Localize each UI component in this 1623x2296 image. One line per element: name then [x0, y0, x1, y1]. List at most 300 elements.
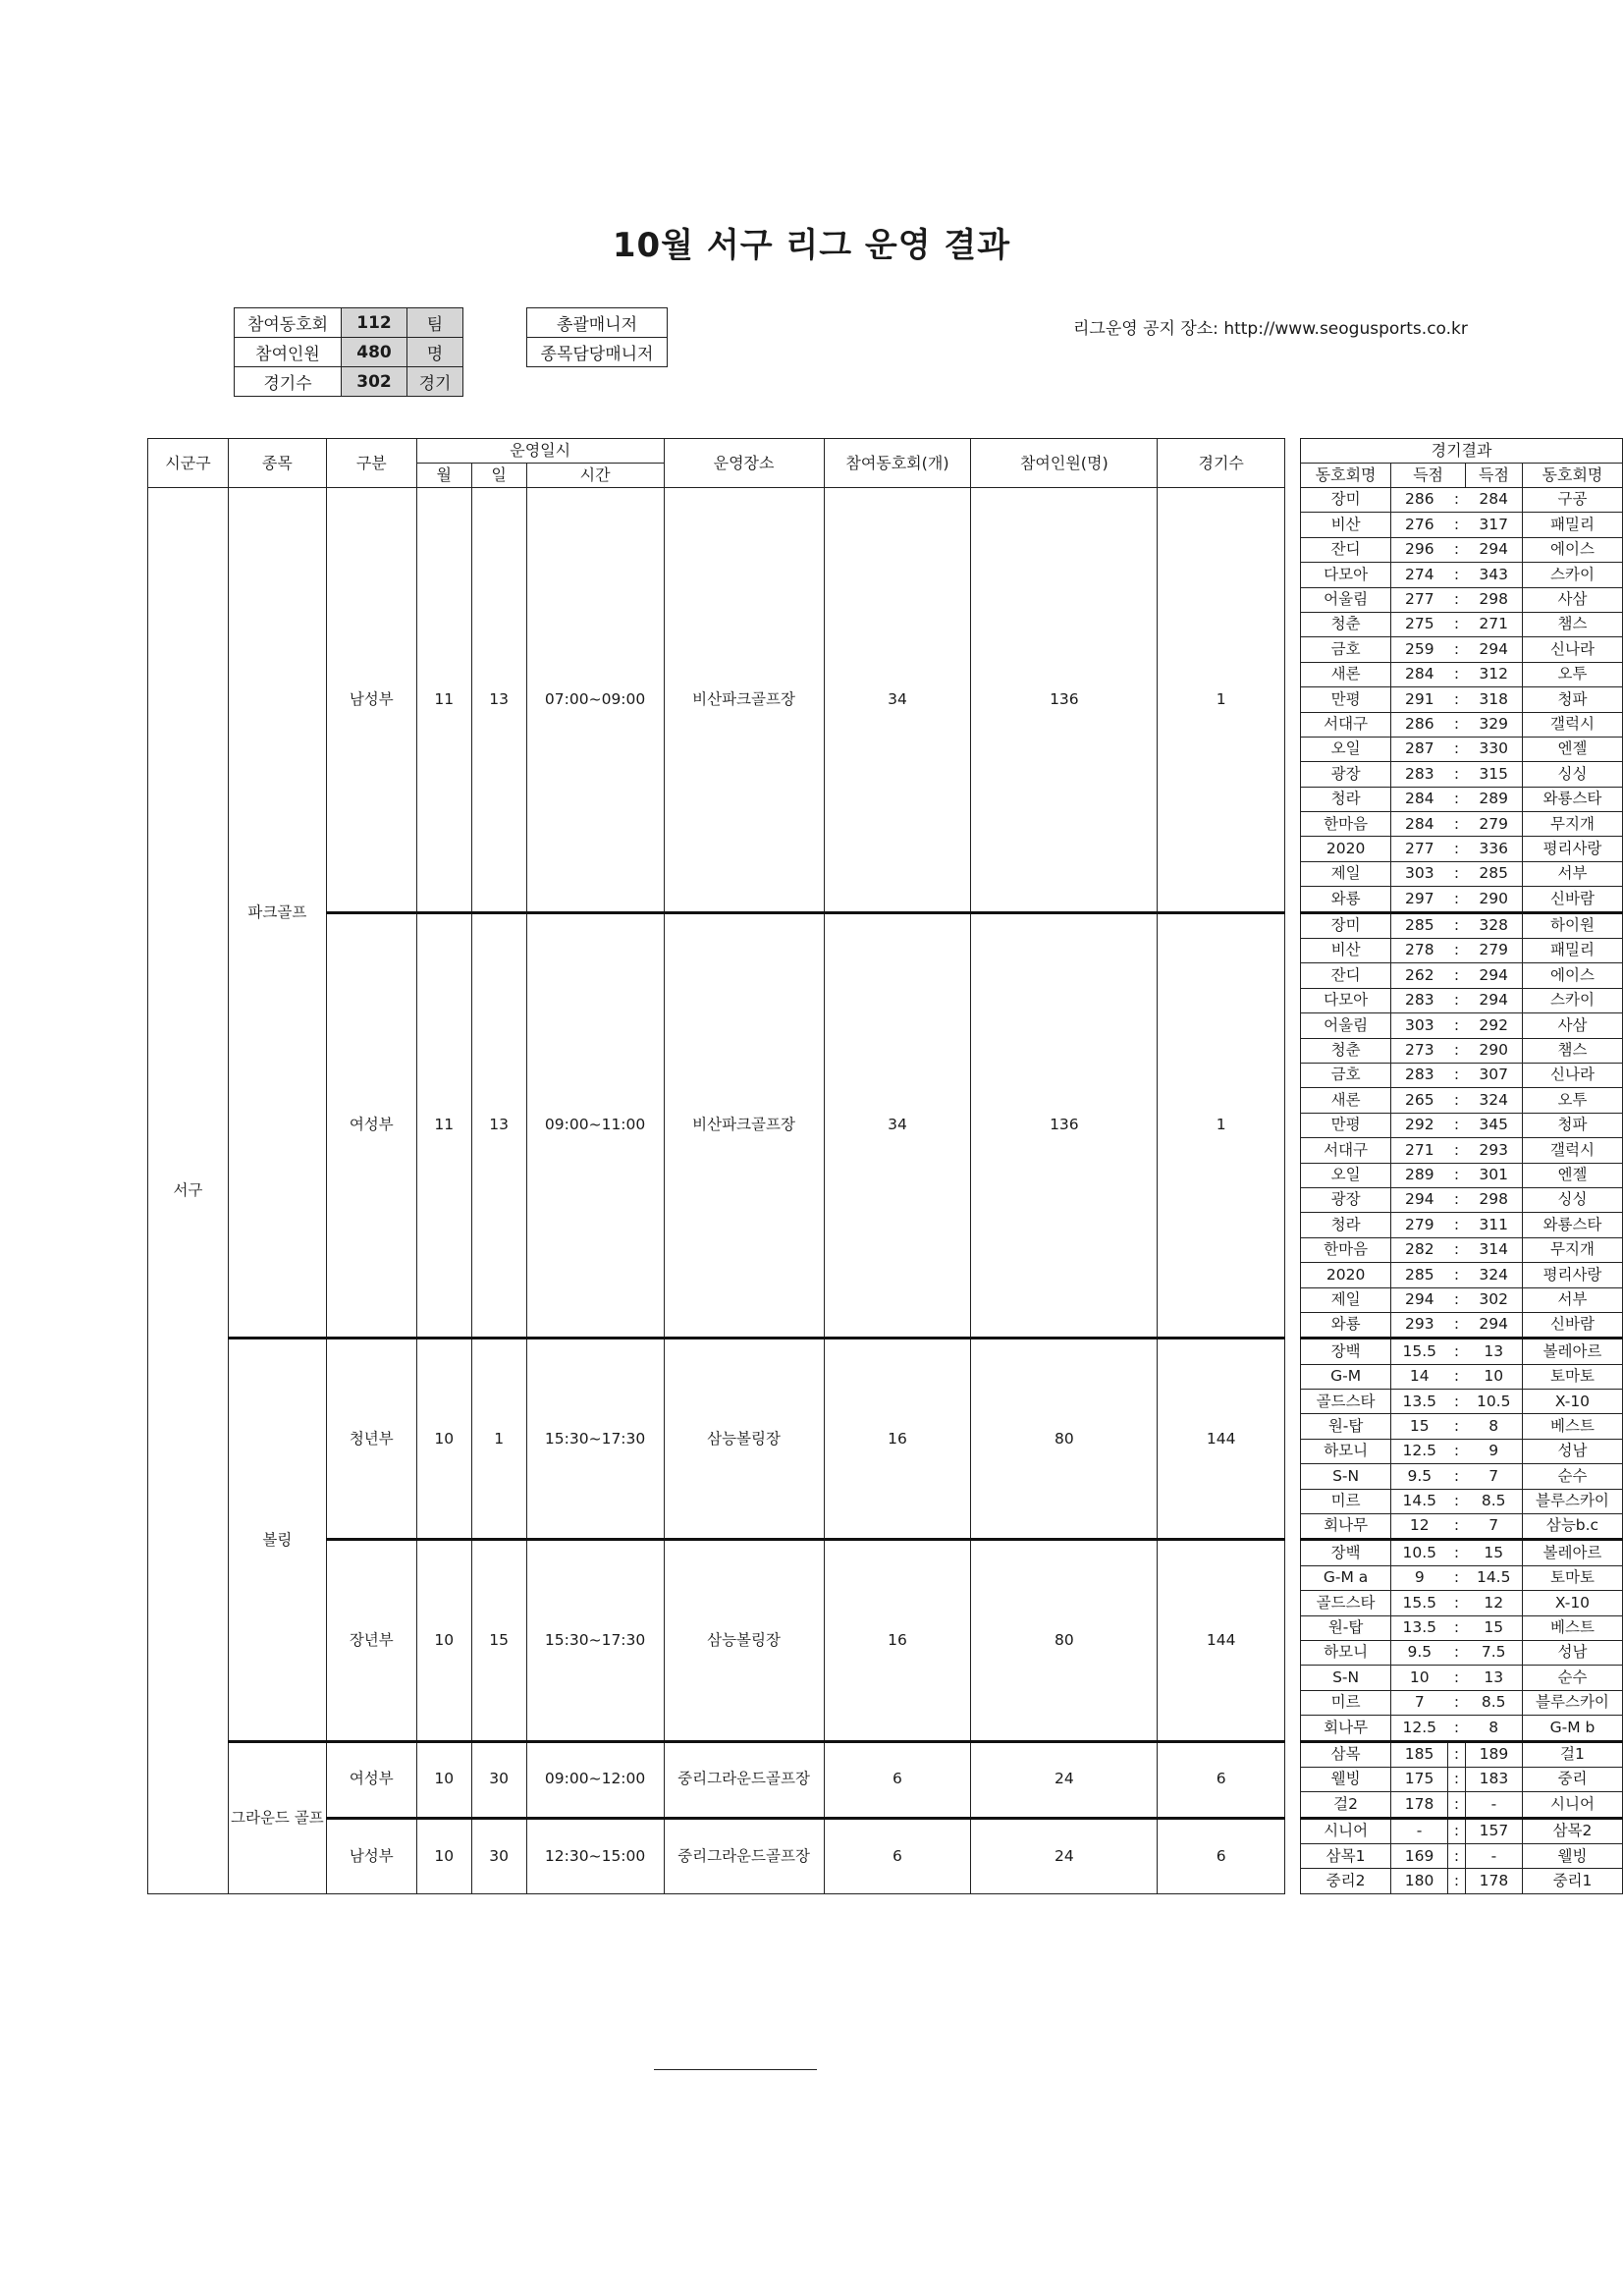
gap-cell	[1285, 488, 1301, 913]
venue-cell: 삼능볼링장	[664, 1339, 824, 1540]
club-a-cell: 원-탑	[1301, 1414, 1391, 1439]
venue-cell: 중리그라운드골프장	[664, 1818, 824, 1893]
club-b-cell: 토마토	[1522, 1565, 1622, 1590]
club-a-cell: 다모아	[1301, 563, 1391, 587]
club-b-cell: 와룡스타	[1522, 1213, 1622, 1237]
score-b-cell: 8	[1465, 1414, 1522, 1439]
club-a-cell: S-N	[1301, 1464, 1391, 1489]
people-cell: 24	[971, 1741, 1158, 1818]
score-a-cell: 284	[1391, 812, 1448, 837]
header-time: 시간	[526, 464, 664, 488]
score-b-cell: 294	[1465, 988, 1522, 1012]
score-b-cell: 307	[1465, 1063, 1522, 1087]
header-gap	[1285, 439, 1301, 488]
club-b-cell: 중리	[1522, 1767, 1622, 1791]
score-a-cell: 286	[1391, 488, 1448, 513]
club-b-cell: 신나라	[1522, 1063, 1622, 1087]
club-a-cell: 만평	[1301, 687, 1391, 712]
score-colon: :	[1448, 1439, 1466, 1463]
notice-text: 리그운영 공지 장소: http://www.seogusports.co.kr	[1073, 319, 1468, 339]
score-a-cell: 284	[1391, 787, 1448, 811]
clubs-cell: 34	[824, 488, 971, 913]
club-b-cell: 순수	[1522, 1464, 1622, 1489]
score-colon: :	[1448, 762, 1466, 787]
people-cell: 80	[971, 1339, 1158, 1540]
score-colon: :	[1448, 1489, 1466, 1513]
club-a-cell: 장백	[1301, 1339, 1391, 1364]
score-colon: :	[1448, 1615, 1466, 1640]
club-b-cell: 서부	[1522, 1287, 1622, 1312]
score-b-cell: 298	[1465, 587, 1522, 612]
summary-people-value: 480	[342, 338, 407, 367]
month-cell: 10	[416, 1741, 471, 1818]
day-cell: 15	[471, 1540, 526, 1741]
score-a-cell: 303	[1391, 1013, 1448, 1038]
score-b-cell: 328	[1465, 912, 1522, 938]
club-a-cell: 청라	[1301, 787, 1391, 811]
score-a-cell: 14.5	[1391, 1489, 1448, 1513]
score-b-cell: 279	[1465, 812, 1522, 837]
time-cell: 15:30~17:30	[526, 1339, 664, 1540]
club-b-cell: 싱싱	[1522, 762, 1622, 787]
score-a-cell: 283	[1391, 988, 1448, 1012]
table-row	[148, 912, 1623, 938]
club-a-cell: 골드스타	[1301, 1390, 1391, 1414]
event-cell: 그라운드 골프	[228, 1741, 326, 1893]
gap-cell	[1285, 1741, 1301, 1818]
time-cell: 09:00~12:00	[526, 1741, 664, 1818]
score-b-cell: 13	[1465, 1666, 1522, 1690]
club-b-cell: 사삼	[1522, 587, 1622, 612]
club-a-cell: 하모니	[1301, 1640, 1391, 1665]
club-a-cell: 한마음	[1301, 812, 1391, 837]
games-cell: 1	[1158, 912, 1285, 1339]
people-cell: 24	[971, 1818, 1158, 1893]
games-cell: 144	[1158, 1339, 1285, 1540]
club-b-cell: 사삼	[1522, 1013, 1622, 1038]
score-colon: :	[1448, 737, 1466, 761]
score-a-cell: 13.5	[1391, 1390, 1448, 1414]
score-colon: :	[1448, 1312, 1466, 1338]
score-b-cell: 14.5	[1465, 1565, 1522, 1590]
score-colon: :	[1448, 939, 1466, 963]
score-b-cell: 315	[1465, 762, 1522, 787]
district-cell: 서구	[148, 488, 229, 1894]
score-colon: :	[1448, 1716, 1466, 1741]
score-a-cell: 9.5	[1391, 1464, 1448, 1489]
club-b-cell: 무지개	[1522, 812, 1622, 837]
score-colon: :	[1448, 963, 1466, 988]
club-a-cell: 회나무	[1301, 1514, 1391, 1540]
score-a-cell: 265	[1391, 1088, 1448, 1113]
score-colon: :	[1448, 1263, 1466, 1287]
club-a-cell: 골드스타	[1301, 1591, 1391, 1615]
score-a-cell: 12.5	[1391, 1716, 1448, 1741]
score-b-cell: 157	[1465, 1818, 1522, 1843]
score-colon: :	[1448, 1464, 1466, 1489]
table-row	[148, 1540, 1623, 1565]
month-cell: 10	[416, 1540, 471, 1741]
score-colon: :	[1448, 1414, 1466, 1439]
header-games: 경기수	[1158, 439, 1285, 488]
header-month: 월	[416, 464, 471, 488]
club-b-cell: 엔젤	[1522, 737, 1622, 761]
score-a-cell: 274	[1391, 563, 1448, 587]
venue-cell: 비산파크골프장	[664, 488, 824, 913]
score-colon: :	[1448, 1591, 1466, 1615]
club-b-cell: 신나라	[1522, 637, 1622, 662]
score-a-cell: 283	[1391, 762, 1448, 787]
club-b-cell: 성남	[1522, 1640, 1622, 1665]
score-a-cell: 273	[1391, 1038, 1448, 1063]
score-a-cell: 15.5	[1391, 1591, 1448, 1615]
header-schedule: 운영일시	[416, 439, 664, 464]
score-b-cell: 8.5	[1465, 1489, 1522, 1513]
score-colon: :	[1448, 537, 1466, 562]
clubs-cell: 16	[824, 1339, 971, 1540]
gap-cell	[1285, 912, 1301, 1339]
score-b-cell: 293	[1465, 1138, 1522, 1163]
score-colon: :	[1448, 1792, 1466, 1818]
score-b-cell: 10.5	[1465, 1390, 1522, 1414]
club-b-cell: 평리사랑	[1522, 837, 1622, 861]
club-b-cell: 신바람	[1522, 1312, 1622, 1338]
header-event: 종목	[228, 439, 326, 488]
score-a-cell: 14	[1391, 1364, 1448, 1389]
day-cell: 30	[471, 1818, 526, 1893]
club-a-cell: 장미	[1301, 912, 1391, 938]
score-colon: :	[1448, 1187, 1466, 1212]
club-b-cell: 스카이	[1522, 988, 1622, 1012]
score-b-cell: 178	[1465, 1869, 1522, 1893]
club-a-cell: 장백	[1301, 1540, 1391, 1565]
header-day: 일	[471, 464, 526, 488]
score-a-cell: 169	[1391, 1844, 1448, 1869]
score-b-cell: 271	[1465, 612, 1522, 636]
score-b-cell: 15	[1465, 1615, 1522, 1640]
score-b-cell: 8	[1465, 1716, 1522, 1741]
time-cell: 09:00~11:00	[526, 912, 664, 1339]
club-b-cell: 베스트	[1522, 1615, 1622, 1640]
division-cell: 청년부	[326, 1339, 416, 1540]
score-b-cell: 336	[1465, 837, 1522, 861]
score-colon: :	[1448, 612, 1466, 636]
club-b-cell: 삼능b.c	[1522, 1514, 1622, 1540]
club-a-cell: 제일	[1301, 861, 1391, 886]
summary-clubs-value: 112	[342, 308, 407, 338]
score-a-cell: 289	[1391, 1163, 1448, 1187]
score-colon: :	[1448, 1640, 1466, 1665]
score-b-cell: 290	[1465, 887, 1522, 912]
score-b-cell: 302	[1465, 1287, 1522, 1312]
score-b-cell: 279	[1465, 939, 1522, 963]
club-b-cell: 성남	[1522, 1439, 1622, 1463]
division-cell: 여성부	[326, 912, 416, 1339]
score-a-cell: 282	[1391, 1237, 1448, 1262]
club-b-cell: 패밀리	[1522, 513, 1622, 537]
score-b-cell: 15	[1465, 1540, 1522, 1565]
score-colon: :	[1448, 1364, 1466, 1389]
club-b-cell: 평리사랑	[1522, 1263, 1622, 1287]
club-a-cell: 다모아	[1301, 988, 1391, 1012]
score-colon: :	[1448, 1818, 1466, 1843]
table-row	[148, 1818, 1623, 1843]
score-colon: :	[1448, 1741, 1466, 1767]
score-b-cell: -	[1465, 1844, 1522, 1869]
header-people: 참여인원(명)	[971, 439, 1158, 488]
club-b-cell: G-M b	[1522, 1716, 1622, 1741]
score-colon: :	[1448, 563, 1466, 587]
club-a-cell: 2020	[1301, 1263, 1391, 1287]
score-b-cell: 294	[1465, 537, 1522, 562]
score-b-cell: 189	[1465, 1741, 1522, 1767]
club-b-cell: 에이스	[1522, 963, 1622, 988]
club-b-cell: 볼레아르	[1522, 1339, 1622, 1364]
score-a-cell: 286	[1391, 712, 1448, 737]
score-colon: :	[1448, 488, 1466, 513]
score-a-cell: 9	[1391, 1565, 1448, 1590]
score-colon: :	[1448, 1237, 1466, 1262]
club-b-cell: 시니어	[1522, 1792, 1622, 1818]
header-score-a: 득점	[1391, 464, 1466, 488]
clubs-cell: 6	[824, 1818, 971, 1893]
manager-table	[526, 307, 668, 367]
score-colon: :	[1448, 1767, 1466, 1791]
club-b-cell: 스카이	[1522, 563, 1622, 587]
table-row	[148, 1339, 1623, 1364]
score-a-cell: 303	[1391, 861, 1448, 886]
day-cell: 13	[471, 488, 526, 913]
club-b-cell: 중리1	[1522, 1869, 1622, 1893]
club-b-cell: 갤럭시	[1522, 712, 1622, 737]
summary-clubs-label: 참여동호회	[235, 308, 342, 338]
score-colon: :	[1448, 1138, 1466, 1163]
club-b-cell: 구공	[1522, 488, 1622, 513]
score-b-cell: -	[1465, 1792, 1522, 1818]
club-b-cell: 챔스	[1522, 1038, 1622, 1063]
summary-table	[234, 307, 463, 397]
score-colon: :	[1448, 1113, 1466, 1137]
score-b-cell: 284	[1465, 488, 1522, 513]
clubs-cell: 16	[824, 1540, 971, 1741]
club-b-cell: 걸1	[1522, 1741, 1622, 1767]
score-colon: :	[1448, 1163, 1466, 1187]
score-a-cell: 178	[1391, 1792, 1448, 1818]
club-a-cell: 걸2	[1301, 1792, 1391, 1818]
score-colon: :	[1448, 687, 1466, 712]
division-cell: 장년부	[326, 1540, 416, 1741]
score-b-cell: 10	[1465, 1364, 1522, 1389]
score-colon: :	[1448, 912, 1466, 938]
club-b-cell: 삼목2	[1522, 1818, 1622, 1843]
score-colon: :	[1448, 787, 1466, 811]
score-colon: :	[1448, 1390, 1466, 1414]
score-b-cell: 7	[1465, 1464, 1522, 1489]
score-a-cell: 276	[1391, 513, 1448, 537]
score-colon: :	[1448, 1287, 1466, 1312]
score-b-cell: 318	[1465, 687, 1522, 712]
club-a-cell: 제일	[1301, 1287, 1391, 1312]
score-a-cell: 278	[1391, 939, 1448, 963]
score-colon: :	[1448, 1844, 1466, 1869]
score-colon: :	[1448, 662, 1466, 686]
summary-clubs-unit: 팀	[407, 308, 463, 338]
score-b-cell: 314	[1465, 1237, 1522, 1262]
people-cell: 136	[971, 912, 1158, 1339]
month-cell: 11	[416, 488, 471, 913]
club-b-cell: 무지개	[1522, 1237, 1622, 1262]
club-a-cell: 삼목1	[1301, 1844, 1391, 1869]
time-cell: 15:30~17:30	[526, 1540, 664, 1741]
score-colon: :	[1448, 1038, 1466, 1063]
event-manager-label: 종목담당매니저	[527, 338, 668, 367]
score-colon: :	[1448, 887, 1466, 912]
score-a-cell: 262	[1391, 963, 1448, 988]
score-b-cell: 294	[1465, 963, 1522, 988]
footer-line	[654, 2069, 817, 2070]
club-b-cell: 순수	[1522, 1666, 1622, 1690]
club-a-cell: 웰빙	[1301, 1767, 1391, 1791]
day-cell: 30	[471, 1741, 526, 1818]
gap-cell	[1285, 1540, 1301, 1741]
score-colon: :	[1448, 1666, 1466, 1690]
event-cell: 볼링	[228, 1339, 326, 1741]
club-a-cell: 새론	[1301, 662, 1391, 686]
score-b-cell: 285	[1465, 861, 1522, 886]
club-a-cell: 삼목	[1301, 1741, 1391, 1767]
score-colon: :	[1448, 637, 1466, 662]
score-a-cell: 15.5	[1391, 1339, 1448, 1364]
score-a-cell: 271	[1391, 1138, 1448, 1163]
score-a-cell: -	[1391, 1818, 1448, 1843]
score-a-cell: 10.5	[1391, 1540, 1448, 1565]
club-a-cell: 시니어	[1301, 1818, 1391, 1843]
score-colon: :	[1448, 1088, 1466, 1113]
people-cell: 136	[971, 488, 1158, 913]
score-a-cell: 285	[1391, 912, 1448, 938]
score-a-cell: 15	[1391, 1414, 1448, 1439]
division-cell: 남성부	[326, 1818, 416, 1893]
score-a-cell: 259	[1391, 637, 1448, 662]
club-a-cell: 원-탑	[1301, 1615, 1391, 1640]
score-a-cell: 7	[1391, 1690, 1448, 1715]
score-a-cell: 283	[1391, 1063, 1448, 1087]
club-a-cell: 만평	[1301, 1113, 1391, 1137]
summary-games-unit: 경기	[407, 367, 463, 397]
club-b-cell: 하이원	[1522, 912, 1622, 938]
score-b-cell: 324	[1465, 1263, 1522, 1287]
division-cell: 여성부	[326, 1741, 416, 1818]
score-a-cell: 293	[1391, 1312, 1448, 1338]
club-a-cell: G-M	[1301, 1364, 1391, 1389]
people-cell: 80	[971, 1540, 1158, 1741]
score-a-cell: 9.5	[1391, 1640, 1448, 1665]
time-cell: 07:00~09:00	[526, 488, 664, 913]
club-b-cell: X-10	[1522, 1591, 1622, 1615]
day-cell: 1	[471, 1339, 526, 1540]
club-a-cell: 청춘	[1301, 612, 1391, 636]
score-a-cell: 275	[1391, 612, 1448, 636]
club-b-cell: 웰빙	[1522, 1844, 1622, 1869]
score-a-cell: 292	[1391, 1113, 1448, 1137]
club-a-cell: 어울림	[1301, 1013, 1391, 1038]
score-b-cell: 290	[1465, 1038, 1522, 1063]
score-a-cell: 13.5	[1391, 1615, 1448, 1640]
score-b-cell: 292	[1465, 1013, 1522, 1038]
club-a-cell: 한마음	[1301, 1237, 1391, 1262]
score-a-cell: 12	[1391, 1514, 1448, 1540]
club-b-cell: 서부	[1522, 861, 1622, 886]
club-b-cell: 싱싱	[1522, 1187, 1622, 1212]
score-b-cell: 12	[1465, 1591, 1522, 1615]
games-cell: 6	[1158, 1818, 1285, 1893]
games-cell: 144	[1158, 1540, 1285, 1741]
score-colon: :	[1448, 712, 1466, 737]
score-b-cell: 298	[1465, 1187, 1522, 1212]
score-a-cell: 12.5	[1391, 1439, 1448, 1463]
score-a-cell: 185	[1391, 1741, 1448, 1767]
score-b-cell: 317	[1465, 513, 1522, 537]
score-b-cell: 343	[1465, 563, 1522, 587]
table-row	[148, 488, 1623, 513]
club-b-cell: 패밀리	[1522, 939, 1622, 963]
club-a-cell: 장미	[1301, 488, 1391, 513]
score-a-cell: 297	[1391, 887, 1448, 912]
venue-cell: 중리그라운드골프장	[664, 1741, 824, 1818]
club-b-cell: 오투	[1522, 662, 1622, 686]
club-a-cell: 잔디	[1301, 537, 1391, 562]
score-colon: :	[1448, 1063, 1466, 1087]
score-b-cell: 329	[1465, 712, 1522, 737]
club-b-cell: 신바람	[1522, 887, 1622, 912]
club-b-cell: X-10	[1522, 1390, 1622, 1414]
score-colon: :	[1448, 1213, 1466, 1237]
clubs-cell: 6	[824, 1741, 971, 1818]
page-title: 10월 서구 리그 운영 결과	[612, 226, 1011, 265]
division-cell: 남성부	[326, 488, 416, 913]
summary-people-unit: 명	[407, 338, 463, 367]
gap-cell	[1285, 1818, 1301, 1893]
score-b-cell: 311	[1465, 1213, 1522, 1237]
club-a-cell: 청춘	[1301, 1038, 1391, 1063]
club-b-cell: 청파	[1522, 687, 1622, 712]
score-a-cell: 294	[1391, 1187, 1448, 1212]
score-a-cell: 287	[1391, 737, 1448, 761]
score-colon: :	[1448, 837, 1466, 861]
score-b-cell: 330	[1465, 737, 1522, 761]
club-a-cell: 서대구	[1301, 1138, 1391, 1163]
score-colon: :	[1448, 1013, 1466, 1038]
club-a-cell: S-N	[1301, 1666, 1391, 1690]
club-a-cell: 미르	[1301, 1489, 1391, 1513]
clubs-cell: 34	[824, 912, 971, 1339]
club-a-cell: 와룡	[1301, 887, 1391, 912]
score-colon: :	[1448, 1869, 1466, 1893]
header-venue: 운영장소	[664, 439, 824, 488]
summary-games-value: 302	[342, 367, 407, 397]
score-a-cell: 277	[1391, 587, 1448, 612]
score-b-cell: 9	[1465, 1439, 1522, 1463]
club-b-cell: 토마토	[1522, 1364, 1622, 1389]
club-a-cell: 미르	[1301, 1690, 1391, 1715]
month-cell: 11	[416, 912, 471, 1339]
club-a-cell: 금호	[1301, 1063, 1391, 1087]
club-a-cell: 오일	[1301, 1163, 1391, 1187]
score-b-cell: 324	[1465, 1088, 1522, 1113]
score-b-cell: 301	[1465, 1163, 1522, 1187]
table-row	[148, 1741, 1623, 1767]
score-b-cell: 183	[1465, 1767, 1522, 1791]
